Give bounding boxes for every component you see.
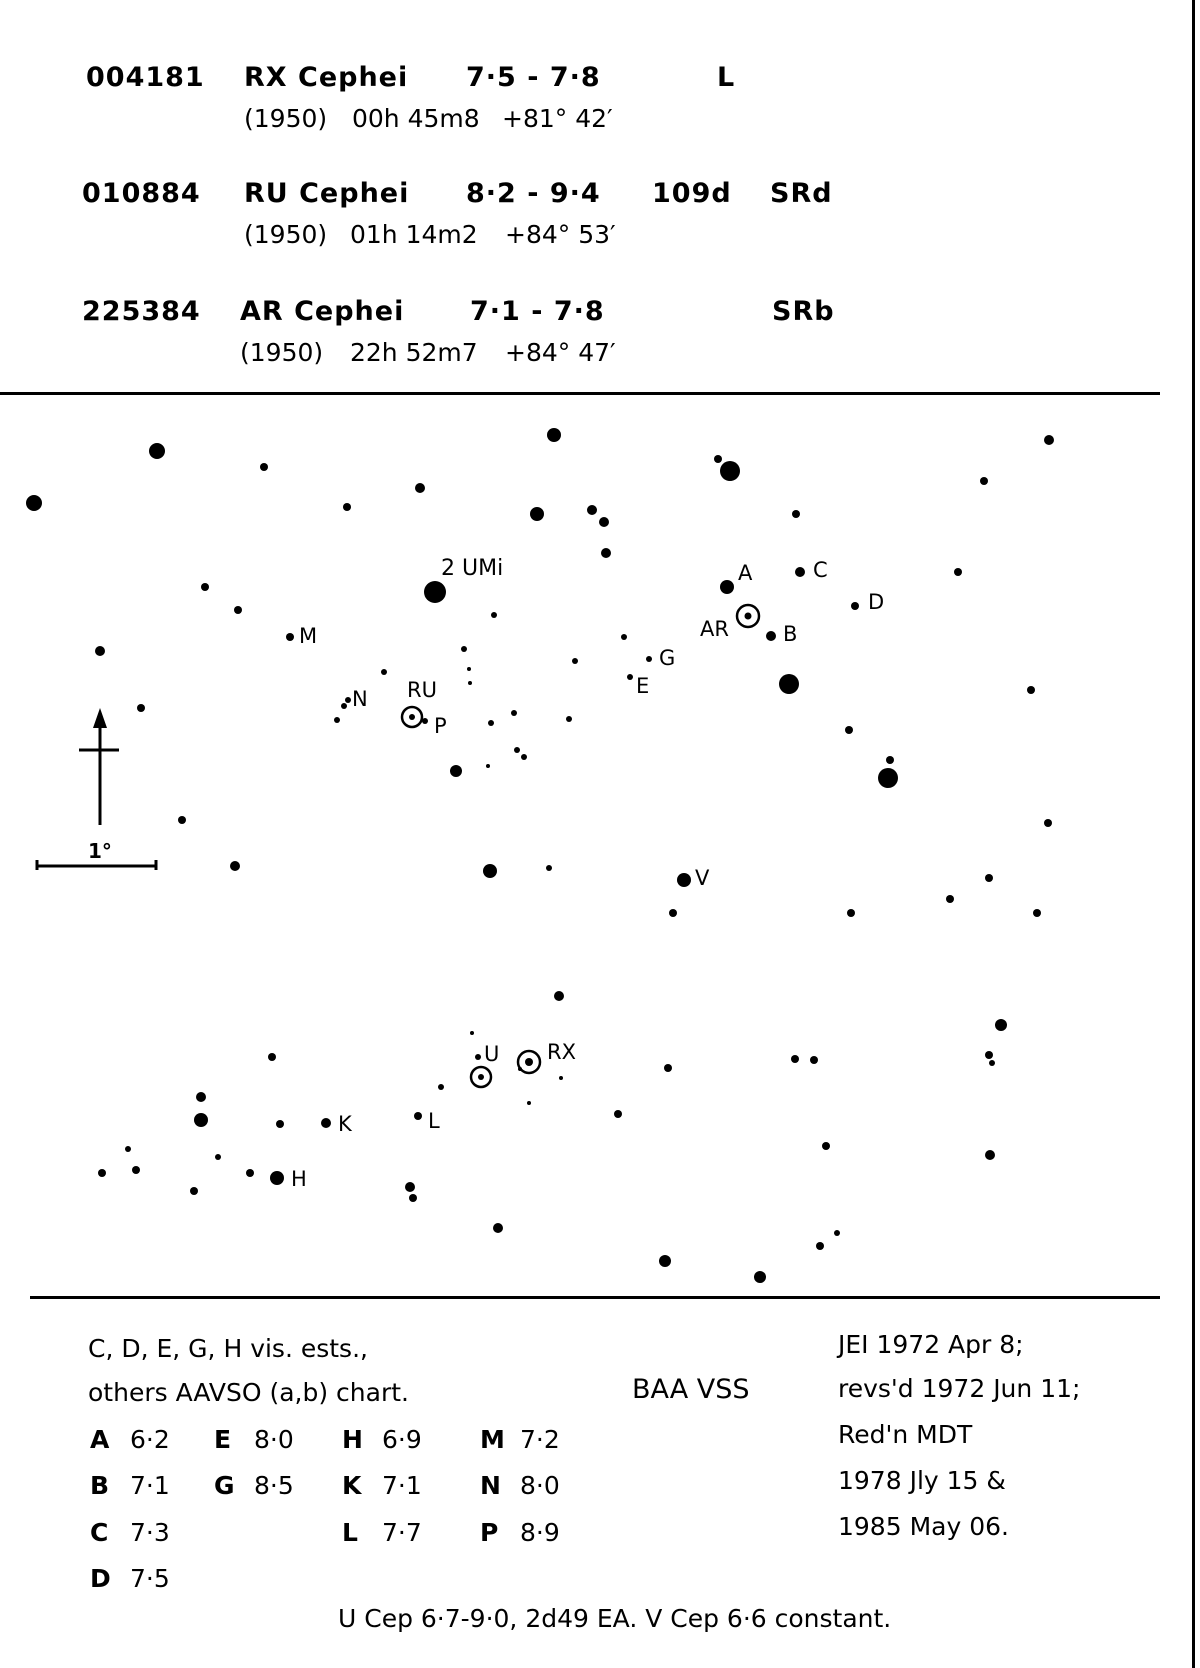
label-u: U <box>484 1042 500 1066</box>
label-k: K <box>338 1112 352 1136</box>
epoch-ru: (1950) <box>244 220 328 249</box>
epoch-ar: (1950) <box>240 338 324 367</box>
label-ar: AR <box>700 617 729 641</box>
dec-ru: +84° 53′ <box>505 220 616 249</box>
credit-line-1: JEI 1972 Apr 8; <box>838 1330 1024 1359</box>
designation-rx: 004181 <box>86 62 205 93</box>
seq-g: G 8·5 <box>214 1471 294 1500</box>
comp-star-n <box>345 697 351 703</box>
bottom-divider <box>30 1296 1160 1299</box>
credit-line-4: 1978 Jly 15 & <box>838 1466 1006 1495</box>
label-e: E <box>636 674 650 698</box>
type-rx: L <box>717 62 736 93</box>
seq-k: K 7·1 <box>342 1471 422 1500</box>
seq-c: C 7·3 <box>90 1518 170 1547</box>
north-arrow <box>79 708 119 825</box>
comp-star-k <box>321 1118 331 1128</box>
label-v: V <box>695 866 710 890</box>
label-b: B <box>783 622 798 646</box>
seq-p: P 8·9 <box>480 1518 560 1547</box>
label-2-umi: 2 UMi <box>441 556 504 581</box>
comp-star-e <box>627 674 633 680</box>
ra-rx: 00h 45m8 <box>352 104 480 133</box>
ra-ru: 01h 14m2 <box>350 220 478 249</box>
label-ru: RU <box>407 678 437 702</box>
name-rx: RX Cephei <box>244 62 409 93</box>
seq-m: M 7·2 <box>480 1425 560 1454</box>
range-rx: 7·5 - 7·8 <box>466 62 601 93</box>
label-h: H <box>291 1167 307 1191</box>
seq-a: A 6·2 <box>90 1425 170 1454</box>
variable-u-symbol <box>471 1067 491 1087</box>
name-ru: RU Cephei <box>244 178 410 209</box>
source-label: BAA VSS <box>632 1374 750 1405</box>
type-ru: SRd <box>770 178 833 209</box>
label-p: P <box>434 714 447 738</box>
comp-star-d <box>851 602 859 610</box>
bottom-note: U Cep 6·7-9·0, 2d49 EA. V Cep 6·6 constant. <box>338 1604 892 1633</box>
comp-star-l <box>414 1112 422 1120</box>
type-ar: SRb <box>772 296 835 327</box>
top-divider <box>0 392 1160 395</box>
scale-label: 1° <box>88 839 112 863</box>
dec-ar: +84° 47′ <box>505 338 616 367</box>
label-d: D <box>868 590 885 614</box>
seq-n: N 8·0 <box>480 1471 560 1500</box>
credit-line-3: Red'n MDT <box>838 1420 973 1449</box>
label-m: M <box>299 624 318 648</box>
period-ru: 109d <box>652 178 732 209</box>
seq-e: E 8·0 <box>214 1425 294 1454</box>
comp-star-b <box>766 631 776 641</box>
notes-line-2: others AAVSO (a,b) chart. <box>88 1378 409 1407</box>
seq-b: B 7·1 <box>90 1471 170 1500</box>
dec-rx: +81° 42′ <box>502 104 613 133</box>
seq-l: L 7·7 <box>342 1518 422 1547</box>
designation-ru: 010884 <box>82 178 201 209</box>
seq-d: D 7·5 <box>90 1564 170 1593</box>
range-ar: 7·1 - 7·8 <box>470 296 605 327</box>
name-ar: AR Cephei <box>240 296 405 327</box>
variable-ar-symbol <box>737 605 759 627</box>
range-ru: 8·2 - 9·4 <box>466 178 601 209</box>
variable-star-v <box>677 873 691 887</box>
variable-ru-symbol <box>402 707 422 727</box>
field-stars <box>26 428 1054 1283</box>
label-n: N <box>352 687 368 711</box>
variable-rx-symbol <box>518 1051 540 1073</box>
designation-ar: 225384 <box>82 296 201 327</box>
epoch-rx: (1950) <box>244 104 328 133</box>
star-chart <box>0 400 1200 1290</box>
comp-star-a <box>720 580 734 594</box>
ra-ar: 22h 52m7 <box>350 338 478 367</box>
label-c: C <box>813 558 828 582</box>
notes-line-1: C, D, E, G, H vis. ests., <box>88 1334 368 1363</box>
label-l: L <box>428 1109 440 1133</box>
credit-line-2: revs'd 1972 Jun 11; <box>838 1374 1081 1403</box>
label-g: G <box>659 646 676 670</box>
credit-line-5: 1985 May 06. <box>838 1512 1009 1541</box>
comp-star-m <box>286 633 294 641</box>
comp-star-h <box>270 1171 284 1185</box>
seq-h: H 6·9 <box>342 1425 422 1454</box>
comp-star-g <box>646 656 652 662</box>
comp-star-c <box>795 567 805 577</box>
label-rx: RX <box>547 1040 576 1064</box>
scale-bar <box>37 839 156 870</box>
label-a: A <box>738 561 753 585</box>
